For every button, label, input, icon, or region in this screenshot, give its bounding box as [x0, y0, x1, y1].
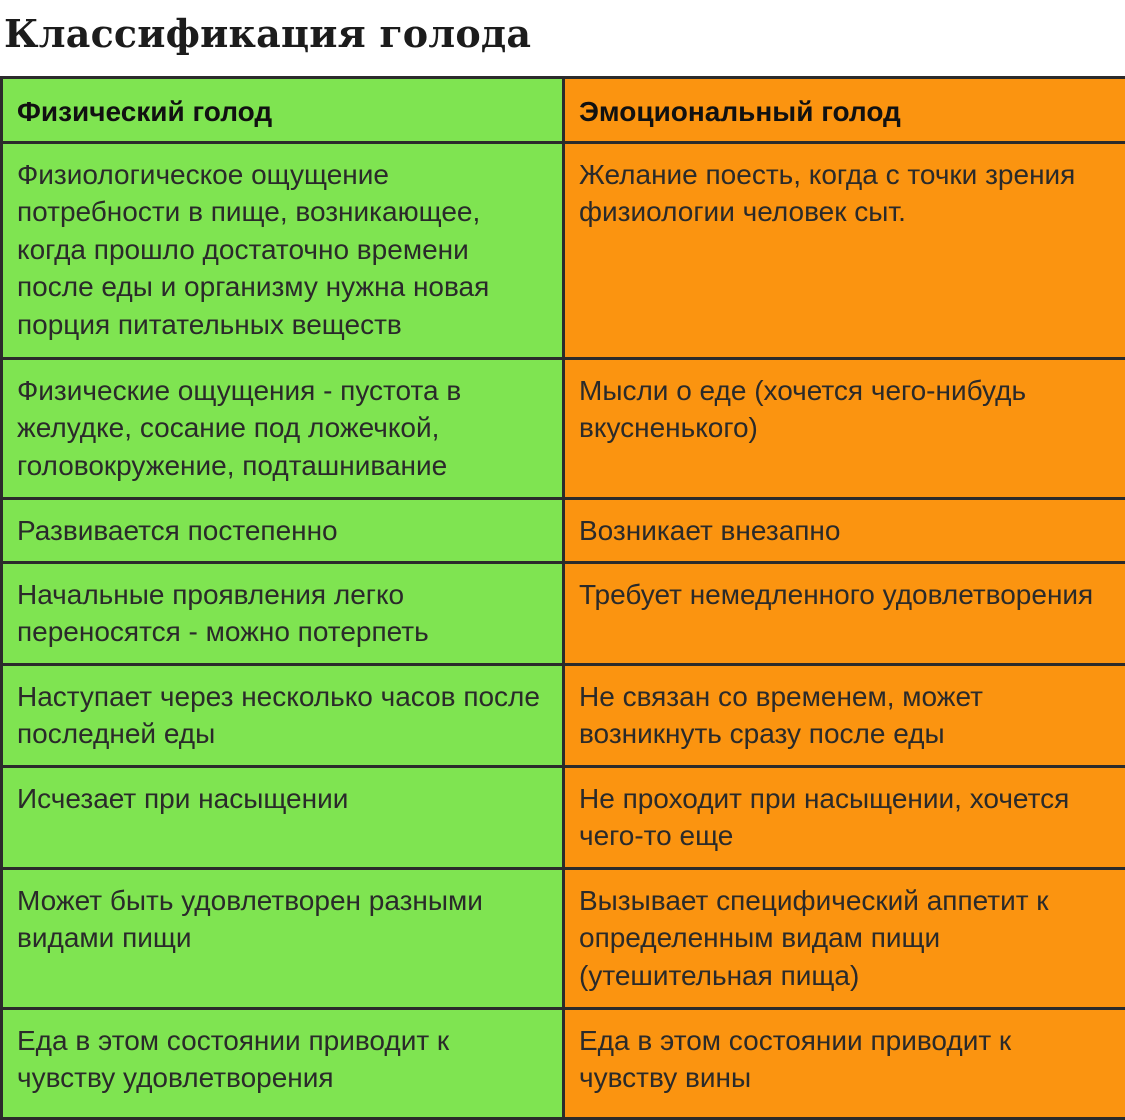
- physical-cell: Начальные проявления легко переносятся - можно потерпеть: [2, 562, 564, 664]
- table-row: [2, 358, 1125, 498]
- emotional-cell: Еда в этом состоянии приводит к чувству вины: [564, 1008, 1125, 1118]
- table-row: [2, 562, 1125, 664]
- table-row: [2, 766, 1125, 868]
- physical-cell: Физические ощущения - пустота в желудке, сосание под ложечкой, головокружение, подташнивание: [2, 358, 564, 498]
- emotional-cell: Вызывает специфический аппетит к определенным видам пищи (утешительная пища): [564, 868, 1125, 1008]
- physical-cell: Наступает через несколько часов после последней еды: [2, 664, 564, 766]
- physical-cell: Развивается постепенно: [2, 498, 564, 562]
- hunger-classification-table: [0, 76, 1125, 1120]
- physical-cell: Исчезает при насыщении: [2, 766, 564, 868]
- table-row: [2, 868, 1125, 1008]
- table-row: [2, 142, 1125, 358]
- page-title: Классификация голода: [4, 8, 531, 60]
- physical-cell: Физиологическое ощущение потребности в пище, возникающее, когда прошло достаточно времени после еды и организму нужна новая порция питательных веществ: [2, 142, 564, 358]
- table-header-row: [2, 78, 1125, 143]
- emotional-cell: Желание поесть, когда с точки зрения физиологии человек сыт.: [564, 142, 1125, 358]
- emotional-cell: Возникает внезапно: [564, 498, 1125, 562]
- physical-cell: Может быть удовлетворен разными видами пищи: [2, 868, 564, 1008]
- table-row: [2, 664, 1125, 766]
- emotional-cell: Мысли о еде (хочется чего-нибудь вкусненького): [564, 358, 1125, 498]
- table-row: [2, 1008, 1125, 1118]
- emotional-cell: Не проходит при насыщении, хочется чего-то еще: [564, 766, 1125, 868]
- physical-cell: Еда в этом состоянии приводит к чувству удовлетворения: [2, 1008, 564, 1118]
- header-physical-hunger: Физический голод: [2, 78, 564, 143]
- table-row: [2, 498, 1125, 562]
- emotional-cell: Не связан со временем, может возникнуть сразу после еды: [564, 664, 1125, 766]
- emotional-cell: Требует немедленного удовлетворения: [564, 562, 1125, 664]
- header-emotional-hunger: Эмоциональный голод: [564, 78, 1125, 143]
